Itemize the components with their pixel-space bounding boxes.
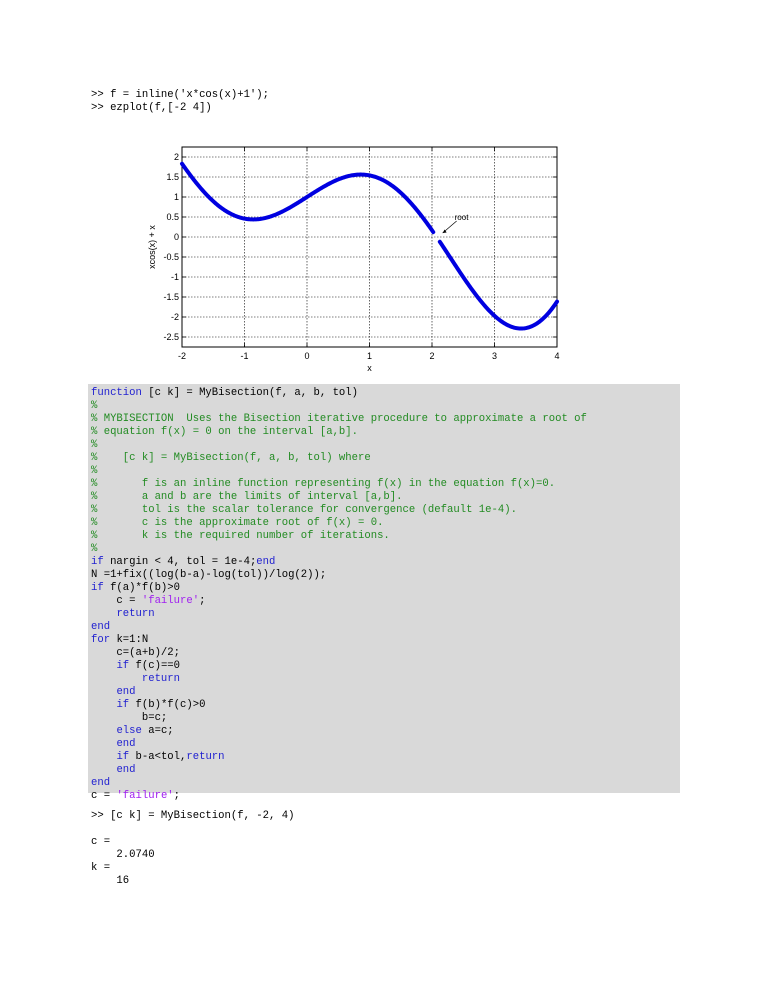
root-label: root [454,213,469,222]
code-keyword: return [141,673,181,685]
code-comment: % [c k] = MyBisection(f, a, b, tol) where [91,452,371,464]
code-keyword: for [91,634,111,646]
code-keyword: return [116,608,155,620]
x-tick-label: 3 [491,351,498,361]
code-line [91,517,587,530]
code-text: b-a<tol, [135,751,187,763]
x-tick-label: 0 [304,351,310,361]
output-k-value: 16 [91,875,130,887]
output-c-value: 2.0740 [91,849,155,861]
code-text [91,738,116,750]
code-text [91,660,116,672]
code-comment: % [91,400,98,412]
code-comment: % c is the approximate root of f(x) = 0. [91,517,384,529]
code-text: ; [199,595,206,607]
code-text: f(c)==0 [135,660,181,672]
code-comment: % k is the required number of iterations. [91,530,390,542]
code-text: a=c; [148,725,174,737]
code-comment: % [91,543,98,555]
y-tick-label: 1.5 [166,172,179,182]
code-text: c = [91,790,117,802]
code-text: ; [173,790,181,802]
code-line [91,712,587,725]
y-tick-label: 1 [173,192,179,202]
code-text [91,725,116,737]
output-c-label: c = [91,836,111,848]
command-history [91,89,269,115]
code-line [91,686,587,699]
code-string: 'failure' [141,595,200,607]
code-keyword: end [256,556,276,568]
command-output [91,836,155,888]
code-text [91,673,142,685]
command-line: >> ezplot(f,[-2 4]) [91,102,212,114]
output-k-label: k = [91,862,111,874]
code-keyword: if [91,582,104,594]
code-keyword: else [116,725,142,737]
code-line [91,699,587,712]
code-line [91,608,587,621]
y-tick-label: -2 [170,312,179,322]
code-line [91,738,587,751]
x-axis-label: x [367,363,372,373]
code-line [91,530,587,543]
code-text [91,751,116,763]
code-keyword: end [91,777,111,789]
code-line [91,452,587,465]
code-line [91,725,587,738]
code-comment: % MYBISECTION Uses the Bisection iterative procedure to approximate a root of [91,413,587,425]
code-text [91,699,116,711]
code-line [91,491,587,504]
y-tick-label: -1.5 [163,292,179,302]
code-text [91,686,116,698]
code-line [91,660,587,673]
code-line [91,504,587,517]
code-text: c=(a+b)/2; [91,647,181,659]
code-comment: % a and b are the limits of interval [a,b]. [91,491,403,503]
code-line [91,569,587,582]
code-line [91,556,587,569]
code-text [91,764,116,776]
code-line [91,790,587,803]
code-keyword: if [116,699,130,711]
code-line [91,751,587,764]
code-keyword: if [91,556,104,568]
code-keyword: end [116,764,136,776]
root-annotation [443,213,470,233]
code-text [91,608,116,620]
code-line [91,595,587,608]
y-tick-label: -0.5 [163,252,179,262]
y-tick-label: 2 [173,152,179,162]
code-line [91,426,587,439]
code-line [91,387,587,400]
code-line [91,777,587,790]
code-text: k=1:N [116,634,149,646]
y-tick-label: -1 [170,272,179,282]
code-listing [88,384,680,802]
code-keyword: end [116,686,136,698]
code-comment: % f is an inline function representing f(x) in the equation f(x)=0. [91,478,556,490]
code-keyword: if [116,660,130,672]
code-lines [91,387,587,803]
y-tick-label: 0 [173,232,179,242]
bisection-call: >> [c k] = MyBisection(f, -2, 4) [91,810,295,822]
code-text: c = [91,595,142,607]
code-keyword: if [116,751,130,763]
code-line [91,764,587,777]
code-keyword: function [91,387,142,399]
code-line [91,621,587,634]
code-line [91,673,587,686]
y-tick-label: -2.5 [163,332,179,342]
code-keyword: end [116,738,136,750]
command-line: >> f = inline('x*cos(x)+1'); [91,89,270,101]
code-text: b=c; [91,712,168,724]
code-line [91,400,587,413]
x-tick-label: 2 [429,351,435,361]
code-keyword: end [91,621,111,633]
code-text: f(b)*f(c)>0 [135,699,206,711]
code-comment: % equation f(x) = 0 on the interval [a,b]. [91,426,359,438]
code-comment: % [91,465,98,477]
code-line [91,413,587,426]
x-tick-label: 4 [554,351,560,361]
code-comment: % tol is the scalar tolerance for convergence (default 1e-4). [91,504,517,516]
code-text: N =1+fix((log(b-a)-log(tol))/log(2)); [91,569,327,581]
code-text: [c k] = MyBisection(f, a, b, tol) [148,387,359,399]
code-text: f(a)*f(b)>0 [110,582,181,594]
code-line [91,439,587,452]
code-keyword: return [186,751,225,763]
code-line [91,543,587,556]
plot-ticks [163,147,559,361]
code-line [91,582,587,595]
code-comment: % [91,439,98,451]
x-tick-label: -2 [177,351,187,361]
code-line [91,465,587,478]
y-tick-label: 0.5 [166,212,179,222]
code-string: 'failure' [116,790,174,802]
y-axis-label: xcos(x) + x [147,225,157,269]
x-tick-label: -1 [240,351,249,361]
code-line [91,634,587,647]
code-line [91,647,587,660]
ezplot-figure [130,140,570,375]
x-tick-label: 1 [366,351,373,361]
code-text: nargin < 4, tol = 1e-4; [110,556,257,568]
code-line [91,478,587,491]
